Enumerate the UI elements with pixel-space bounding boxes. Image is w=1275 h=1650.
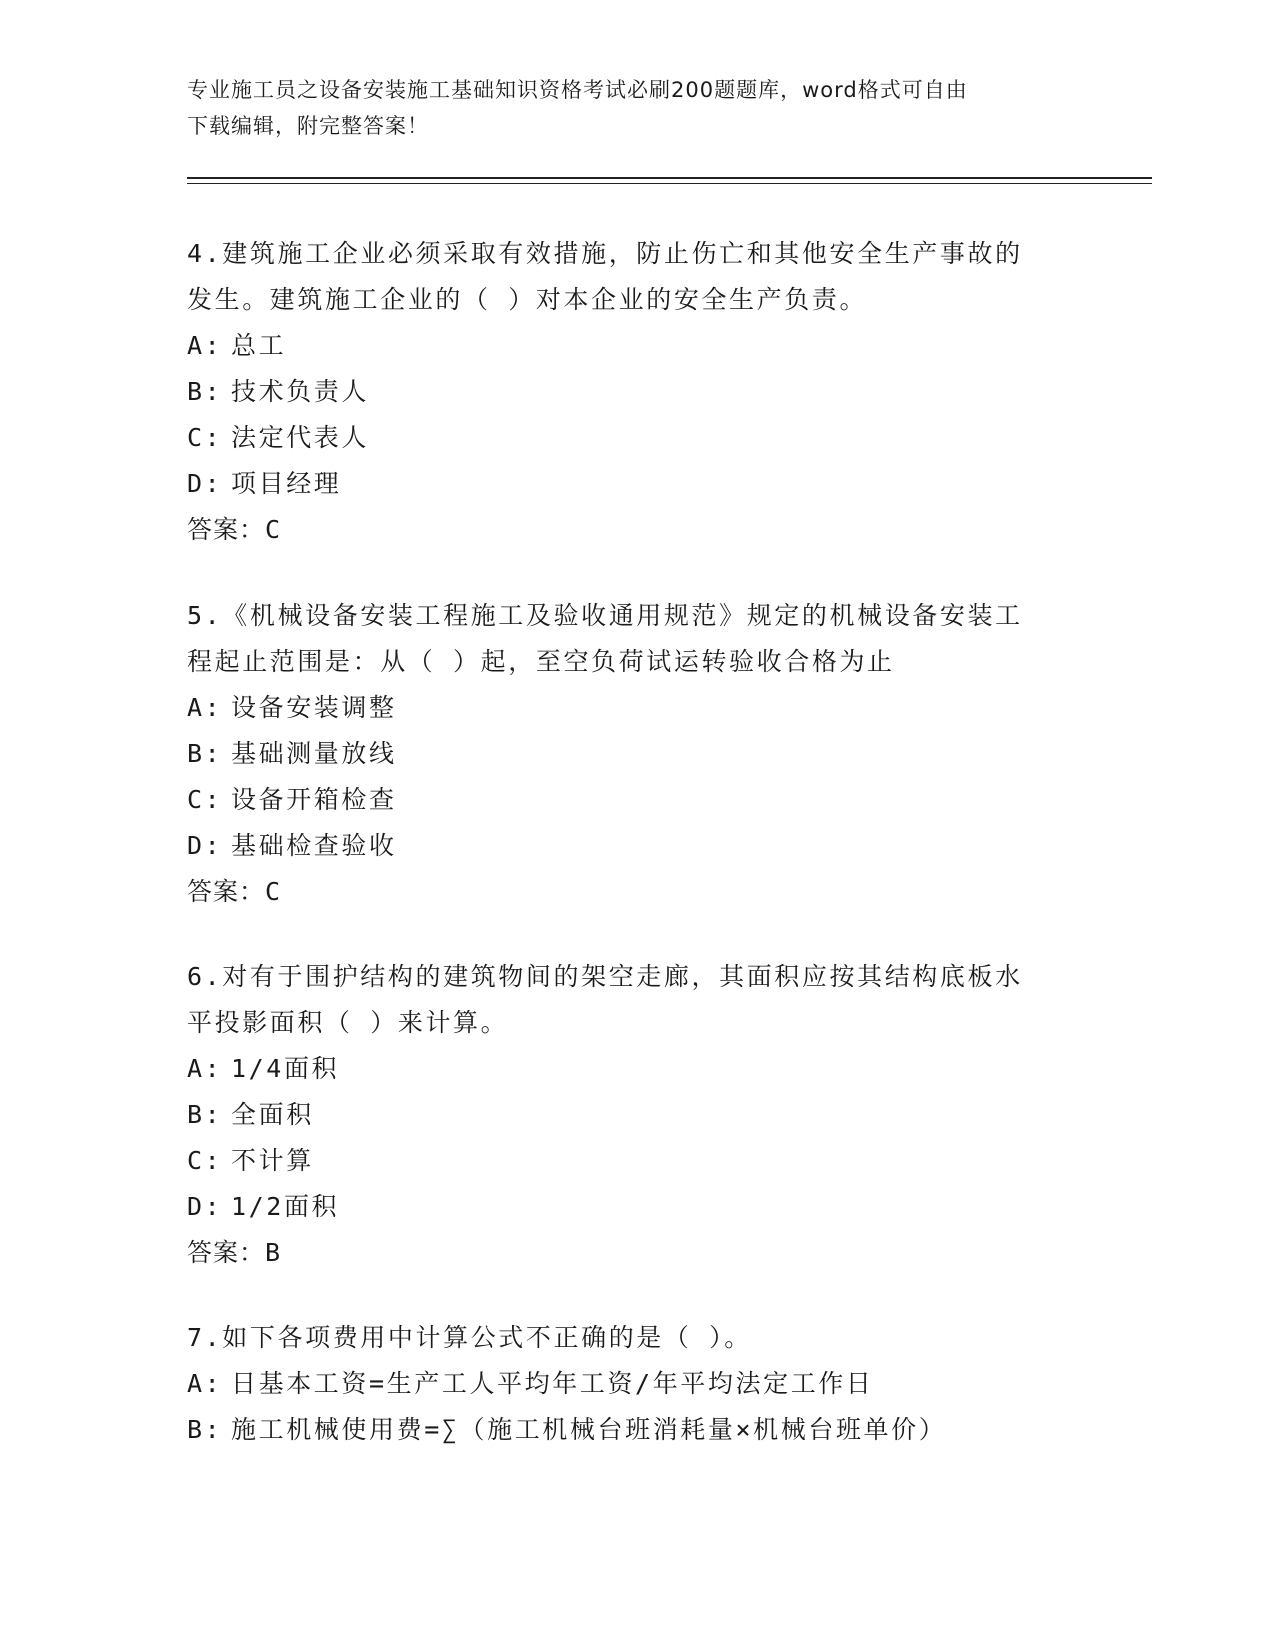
option-text: 日基本工资=生产工人平均年工资/年平均法定工作日 <box>231 1369 874 1398</box>
option-text: 不计算 <box>231 1146 314 1175</box>
option-d <box>187 461 1067 507</box>
option-letter: A: <box>187 331 223 360</box>
option-text: 基础检查验收 <box>231 831 397 860</box>
answer-line <box>187 869 1067 915</box>
question-4 <box>187 231 1067 553</box>
option-b <box>187 731 1067 777</box>
option-letter: B: <box>187 377 223 406</box>
answer-line <box>187 507 1067 553</box>
option-letter: A: <box>187 693 223 722</box>
question-6 <box>187 954 1067 1276</box>
option-text: 1/2面积 <box>231 1192 340 1221</box>
option-letter: D: <box>187 831 223 860</box>
option-text: 法定代表人 <box>231 423 370 452</box>
question-stem-line: 5.《机械设备安装工程施工及验收通用规范》规定的机械设备安装工 <box>187 601 1023 630</box>
question-stem-line: 发生。建筑施工企业的（ ）对本企业的安全生产负责。 <box>187 285 868 314</box>
answer-line <box>187 1230 1067 1276</box>
option-text: 设备安装调整 <box>231 693 397 722</box>
option-b <box>187 369 1067 415</box>
question-stem-line: 程起止范围是：从（ ）起，至空负荷试运转验收合格为止 <box>187 647 895 676</box>
option-d <box>187 823 1067 869</box>
option-text: 施工机械使用费=∑（施工机械台班消耗量×机械台班单价） <box>231 1415 947 1444</box>
header-line-2: 下载编辑，附完整答案！ <box>187 114 429 138</box>
option-text: 基础测量放线 <box>231 739 397 768</box>
option-text: 技术负责人 <box>231 377 370 406</box>
header-line-1: 专业施工员之设备安装施工基础知识资格考试必刷200题题库，word格式可自由 <box>187 78 968 102</box>
option-text: 项目经理 <box>231 469 342 498</box>
document-header <box>187 72 1067 144</box>
answer-label: 答案： <box>187 515 266 544</box>
question-7 <box>187 1315 1067 1453</box>
option-text: 1/4面积 <box>231 1054 340 1083</box>
option-letter: C: <box>187 785 223 814</box>
question-stem-line: 7.如下各项费用中计算公式不正确的是（ ）。 <box>187 1323 752 1352</box>
question-stem-line: 6.对有于围护结构的建筑物间的架空走廊，其面积应按其结构底板水 <box>187 962 1023 991</box>
question-stem-line: 4.建筑施工企业必须采取有效措施，防止伤亡和其他安全生产事故的 <box>187 239 1023 268</box>
option-c <box>187 777 1067 823</box>
option-letter: B: <box>187 739 223 768</box>
answer-label: 答案： <box>187 1238 266 1267</box>
option-letter: A: <box>187 1054 223 1083</box>
option-letter: A: <box>187 1369 223 1398</box>
header-divider <box>187 177 1152 179</box>
option-text: 全面积 <box>231 1100 314 1129</box>
answer-value: B <box>265 1238 282 1267</box>
option-c <box>187 415 1067 461</box>
option-text: 设备开箱检查 <box>231 785 397 814</box>
header-divider-thin <box>187 183 1152 184</box>
option-letter: B: <box>187 1100 223 1129</box>
option-a <box>187 323 1067 369</box>
option-text: 总工 <box>231 331 287 360</box>
option-c <box>187 1138 1067 1184</box>
answer-label: 答案： <box>187 877 266 906</box>
option-b <box>187 1092 1067 1138</box>
option-a <box>187 1046 1067 1092</box>
question-5 <box>187 593 1067 915</box>
option-letter: D: <box>187 1192 223 1221</box>
option-b <box>187 1407 1067 1453</box>
answer-value: C <box>265 877 282 906</box>
option-letter: C: <box>187 1146 223 1175</box>
option-letter: C: <box>187 423 223 452</box>
answer-value: C <box>265 515 282 544</box>
option-a <box>187 1361 1067 1407</box>
option-a <box>187 685 1067 731</box>
question-stem-line: 平投影面积（ ）来计算。 <box>187 1008 509 1037</box>
option-letter: D: <box>187 469 223 498</box>
option-letter: B: <box>187 1415 223 1444</box>
option-d <box>187 1184 1067 1230</box>
